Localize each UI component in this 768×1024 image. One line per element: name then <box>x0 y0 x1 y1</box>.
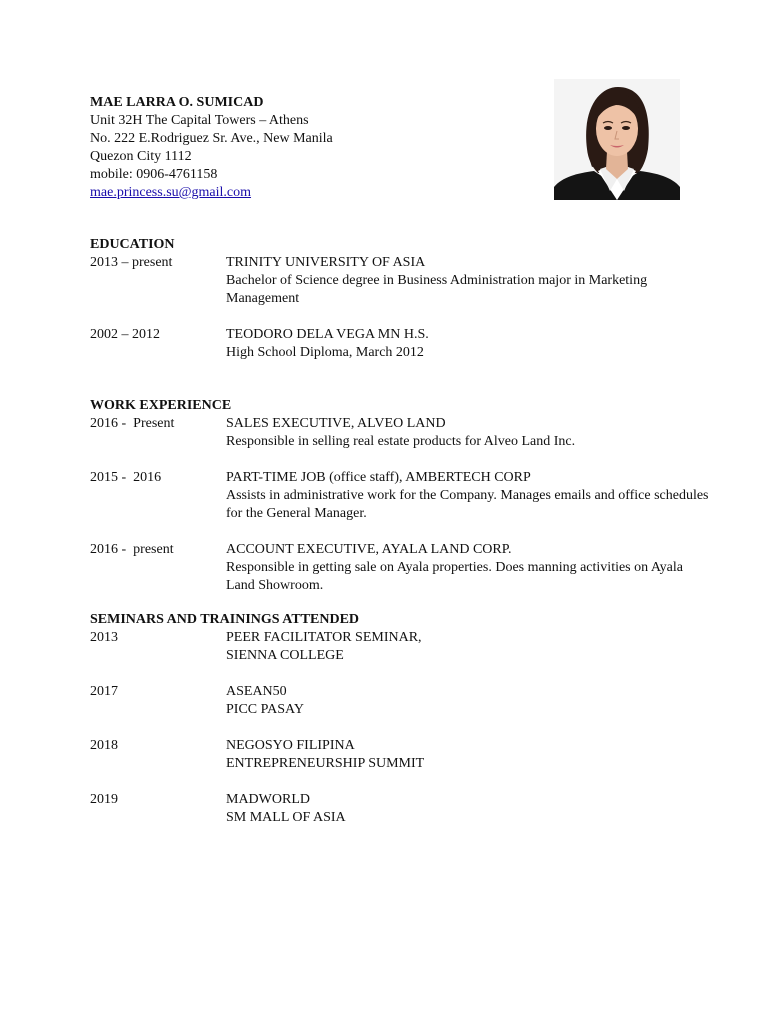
entry-date: 2013 – present <box>90 255 173 270</box>
education-entry <box>90 326 710 362</box>
section-title-seminars: SEMINARS AND TRAININGS ATTENDED <box>90 612 360 627</box>
entry-date: 2017 <box>90 684 118 699</box>
entry-heading: ACCOUNT EXECUTIVE, AYALA LAND CORP. <box>226 542 512 557</box>
seminar-entry <box>90 791 710 827</box>
entry-date: 2002 – 2012 <box>90 327 160 342</box>
entry-date: 2016 - Present <box>90 416 175 431</box>
contact-block <box>90 94 333 202</box>
profile-photo <box>554 79 680 200</box>
entry-detail: Responsible in selling real estate products for Alveo Land Inc. <box>226 434 576 449</box>
entry-detail: Responsible in getting sale on Ayala properties. Does manning activities on Ayala Land Showroom. <box>226 560 684 593</box>
address-line-1: Unit 32H The Capital Towers – Athens <box>90 113 309 128</box>
entry-heading: MADWORLD <box>226 792 310 807</box>
education-entry <box>90 254 710 308</box>
work-entry <box>90 469 710 523</box>
entry-heading: PART-TIME JOB (office staff), AMBERTECH CORP <box>226 470 531 485</box>
entry-heading: TEODORO DELA VEGA MN H.S. <box>226 327 429 342</box>
entry-detail: PICC PASAY <box>226 702 304 717</box>
address-line-3: Quezon City 1112 <box>90 149 192 164</box>
entry-heading: ASEAN50 <box>226 684 287 699</box>
entry-detail: SM MALL OF ASIA <box>226 810 346 825</box>
work-experience-section <box>90 397 710 595</box>
work-entry <box>90 541 710 595</box>
entry-detail: High School Diploma, March 2012 <box>226 345 424 360</box>
address-line-2: No. 222 E.Rodriguez Sr. Ave., New Manila <box>90 131 333 146</box>
entry-heading: TRINITY UNIVERSITY OF ASIA <box>226 255 426 270</box>
seminar-entry <box>90 737 710 773</box>
work-entry <box>90 415 710 451</box>
section-title-work-experience: WORK EXPERIENCE <box>90 398 232 413</box>
entry-heading: NEGOSYO FILIPINA <box>226 738 355 753</box>
entry-date: 2013 <box>90 630 118 645</box>
seminars-section <box>90 611 710 827</box>
entry-detail: ENTREPRENEURSHIP SUMMIT <box>226 756 425 771</box>
entry-date: 2016 - present <box>90 542 174 557</box>
mobile-number: mobile: 0906-4761158 <box>90 167 218 182</box>
entry-date: 2015 - 2016 <box>90 470 162 485</box>
entry-detail: Bachelor of Science degree in Business Administration major in Marketing Management <box>226 273 648 306</box>
entry-date: 2018 <box>90 738 118 753</box>
seminar-entry <box>90 683 710 719</box>
entry-heading: PEER FACILITATOR SEMINAR, <box>226 630 422 645</box>
education-section <box>90 236 710 362</box>
entry-detail: Assists in administrative work for the Company. Manages emails and office schedules for the General Manager. <box>226 488 709 521</box>
section-title-education: EDUCATION <box>90 237 175 252</box>
applicant-name: MAE LARRA O. SUMICAD <box>90 95 264 110</box>
entry-detail: SIENNA COLLEGE <box>226 648 344 663</box>
entry-date: 2019 <box>90 792 118 807</box>
email-link[interactable]: mae.princess.su@gmail.com <box>90 185 252 200</box>
seminar-entry <box>90 629 710 665</box>
entry-heading: SALES EXECUTIVE, ALVEO LAND <box>226 416 446 431</box>
